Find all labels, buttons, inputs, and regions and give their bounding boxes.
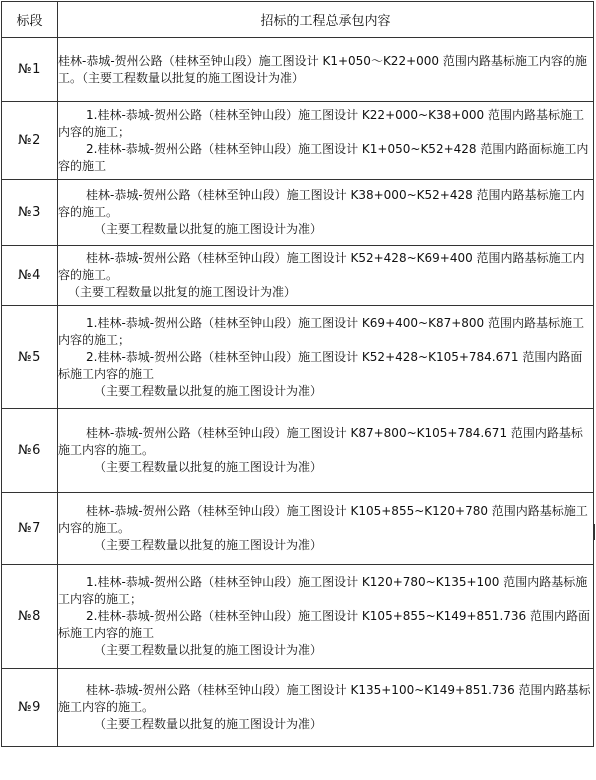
- table-row: [2, 180, 594, 246]
- content-line: 2.桂林-恭城-贺州公路（桂林至钟山段）施工图设计 K52+428~K105+784.671 范围内路面标施工内容的施工: [58, 349, 583, 381]
- content-cell: [58, 246, 594, 306]
- content-cell: [58, 409, 594, 493]
- content-note: （主要工程数量以批复的施工图设计为准）: [68, 285, 297, 299]
- content-line: 2.桂林-恭城-贺州公路（桂林至钟山段）施工图设计 K105+855~K149+851.736 范围内路面标施工内容的施工: [58, 609, 590, 640]
- content-line: 1.桂林-恭城-贺州公路（桂林至钟山段）施工图设计 K120+780~K135+100 范围内路基标施工内容的施工；: [58, 575, 588, 606]
- header-section: 标段: [2, 2, 58, 38]
- content-note: （主要工程数量以批复的施工图设计为准）: [94, 538, 323, 552]
- table-row: [2, 246, 594, 306]
- table-header-row: [2, 2, 594, 38]
- content-note: （主要工程数量以批复的施工图设计为准）: [94, 222, 323, 236]
- content-line: 桂林-恭城-贺州公路（桂林至钟山段）施工图设计 K105+855~K120+780 范围内路基标施工内容的施工。: [58, 504, 588, 535]
- section-cell: №5: [2, 306, 58, 409]
- table-row: [2, 38, 594, 102]
- table-row: [2, 493, 594, 565]
- content-line: 桂林-恭城-贺州公路（桂林至钟山段）施工图设计 K1+050～K22+000 范围内路基标施工内容的施工。（主要工程数量以批复的施工图设计为准）: [58, 53, 587, 85]
- section-cell: №2: [2, 102, 58, 180]
- page-edge-mark: [593, 524, 595, 540]
- section-cell: №9: [2, 669, 58, 747]
- section-cell: №6: [2, 409, 58, 493]
- content-note: （主要工程数量以批复的施工图设计为准）: [94, 383, 323, 398]
- section-cell: №4: [2, 246, 58, 306]
- content-line: 桂林-恭城-贺州公路（桂林至钟山段）施工图设计 K135+100~K149+851.736 范围内路基标施工内容的施工。: [58, 683, 591, 714]
- content-note: （主要工程数量以批复的施工图设计为准）: [94, 717, 323, 731]
- section-cell: №3: [2, 180, 58, 246]
- content-cell: [58, 180, 594, 246]
- table-row: [2, 565, 594, 669]
- content-cell: [58, 493, 594, 565]
- content-cell: [58, 669, 594, 747]
- table-row: [2, 306, 594, 409]
- section-cell: №1: [2, 38, 58, 102]
- header-content: 招标的工程总承包内容: [58, 2, 594, 38]
- table-row: [2, 409, 594, 493]
- content-note: （主要工程数量以批复的施工图设计为准）: [94, 643, 323, 657]
- content-cell: [58, 306, 594, 409]
- content-cell: [58, 102, 594, 180]
- table-row: [2, 102, 594, 180]
- content-line: 1.桂林-恭城-贺州公路（桂林至钟山段）施工图设计 K22+000~K38+000 范围内路基标施工内容的施工；: [58, 107, 584, 139]
- section-cell: №8: [2, 565, 58, 669]
- content-line: 桂林-恭城-贺州公路（桂林至钟山段）施工图设计 K52+428~K69+400 范围内路基标施工内容的施工。: [58, 251, 585, 282]
- content-cell: [58, 565, 594, 669]
- content-note: （主要工程数量以批复的施工图设计为准）: [94, 460, 323, 474]
- table-row: [2, 669, 594, 747]
- content-line: 2.桂林-恭城-贺州公路（桂林至钟山段）施工图设计 K1+050~K52+428 范围内路面标施工内容的施工: [58, 141, 589, 173]
- tender-scope-table: [1, 1, 594, 747]
- content-cell: [58, 38, 594, 102]
- content-line: 桂林-恭城-贺州公路（桂林至钟山段）施工图设计 K38+000~K52+428 范围内路基标施工内容的施工。: [58, 188, 585, 219]
- content-line: 1.桂林-恭城-贺州公路（桂林至钟山段）施工图设计 K69+400~K87+800 范围内路基标施工内容的施工；: [58, 315, 584, 347]
- section-cell: №7: [2, 493, 58, 565]
- content-line: 桂林-恭城-贺州公路（桂林至钟山段）施工图设计 K87+800~K105+784.671 范围内路基标施工内容的施工。: [58, 426, 583, 457]
